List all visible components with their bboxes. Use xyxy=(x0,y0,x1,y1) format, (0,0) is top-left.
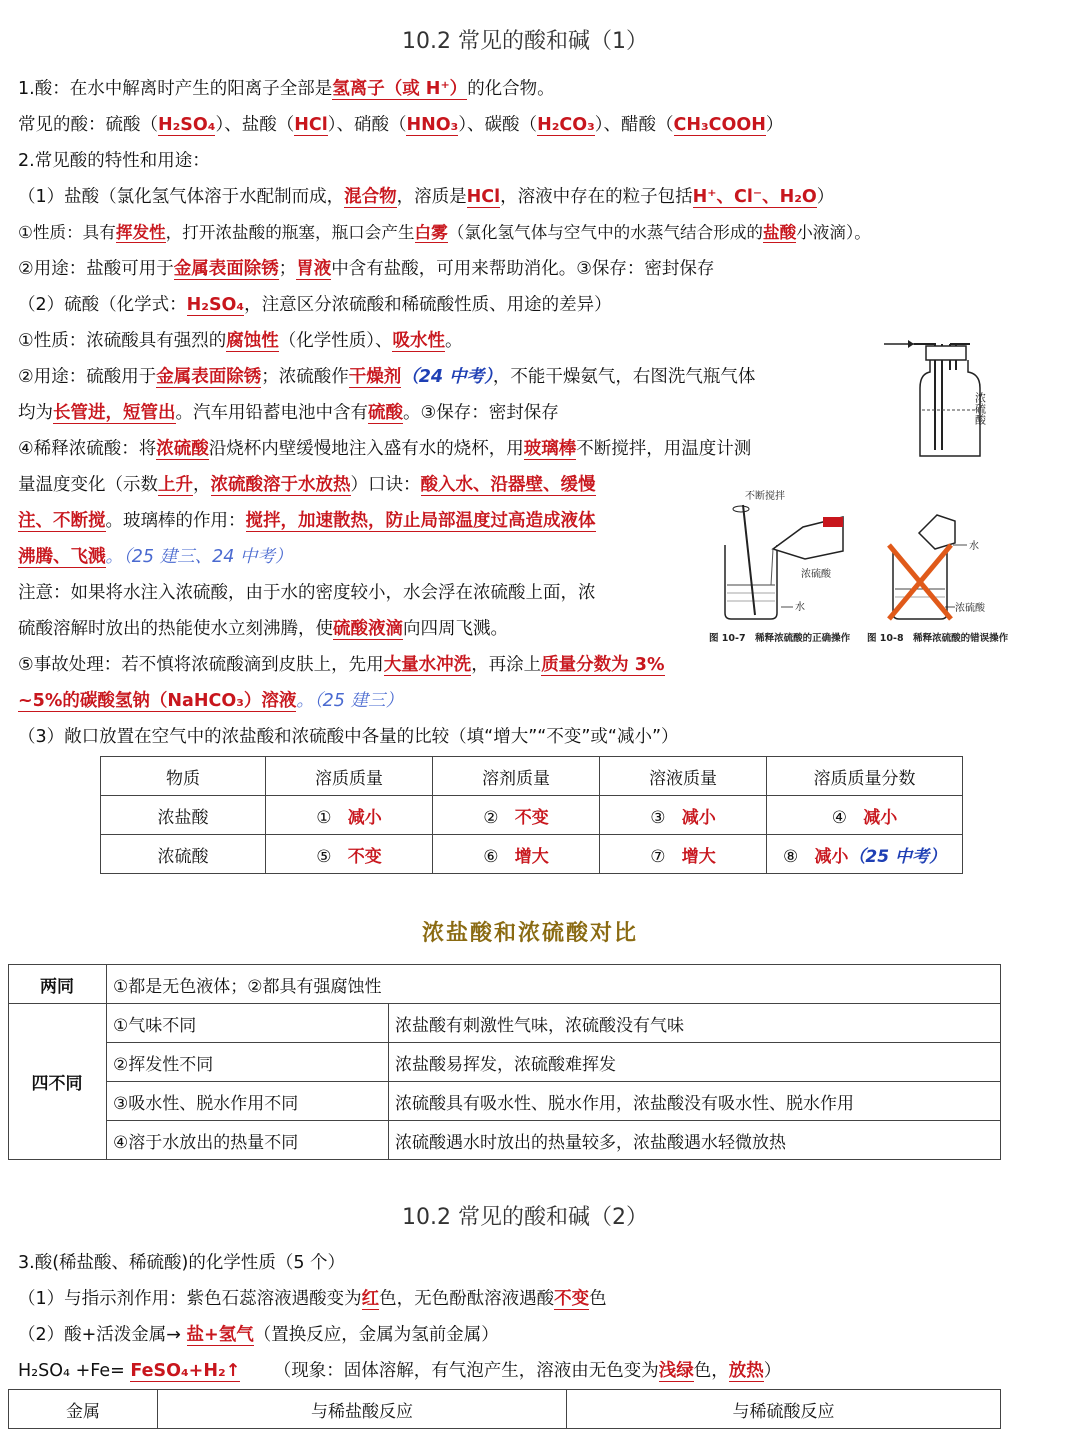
acid-definition xyxy=(18,76,555,102)
indicator-red: 红 xyxy=(361,1289,380,1309)
exam-tag: 。（25 建三、24 中考） xyxy=(105,547,293,567)
caption-wrong: 图 10-8 稀释浓硫酸的错误操作 xyxy=(867,633,1009,644)
t: 色， xyxy=(693,1361,729,1381)
rod-purpose: 搅拌，加速散热，防止局部温度过高造成液体 xyxy=(245,511,596,531)
caption-correct: 图 10-7 稀释浓硫酸的正确操作 xyxy=(709,633,851,644)
table-cell xyxy=(266,835,433,874)
cell-num: ⑤ xyxy=(316,846,332,867)
water-label-2: 水 xyxy=(969,541,979,552)
table-row xyxy=(9,1121,1001,1160)
metal-line xyxy=(18,1322,499,1348)
water-label: 水 xyxy=(795,602,805,613)
formula-hcl: HCl xyxy=(294,115,328,135)
page-title-2: 10.2 常见的酸和碱（2） xyxy=(402,1205,648,1230)
table-row xyxy=(9,1082,1001,1121)
table-cell: 浓盐酸有刺激性气味，浓硫酸没有气味 xyxy=(389,1004,1001,1043)
row-label: 四不同 xyxy=(9,1004,107,1160)
header-cell: 溶液质量 xyxy=(600,757,767,796)
table-cell xyxy=(600,796,767,835)
accident-1 xyxy=(18,652,665,678)
acid-label-2: 浓硫酸 xyxy=(955,603,985,614)
t: 均为 xyxy=(18,403,53,423)
hcl-solute: HCl xyxy=(466,187,501,207)
hcl-rust-removal: 金属表面除锈 xyxy=(173,259,279,279)
t: （化学性质）、 xyxy=(278,331,393,351)
table-cell: ①都是无色液体；②都具有强腐蚀性 xyxy=(107,965,1001,1004)
indicator-unchanged: 不变 xyxy=(554,1289,590,1309)
hcl-volatile: 挥发性 xyxy=(115,223,166,242)
dil-rise: 上升 xyxy=(158,475,193,495)
t: ，打开浓盐酸的瓶塞，瓶口会产生 xyxy=(165,223,415,242)
common-mid3: ）、碳酸（ xyxy=(458,115,538,135)
t: ） xyxy=(816,187,835,207)
cell-answer: 减小 xyxy=(814,846,849,867)
hcl-mixture: 混合物 xyxy=(344,187,397,207)
exam-tag: （25 中考） xyxy=(848,846,947,867)
section-3-heading: （3）敞口放置在空气中的浓盐酸和浓硫酸中各量的比较（填“增大”“不变”或“减小”） xyxy=(18,727,679,747)
rod-purpose-end: 沸腾、飞溅 xyxy=(18,547,106,567)
cell-num: ⑥ xyxy=(483,846,499,867)
row-label: 浓盐酸 xyxy=(101,796,266,835)
hcl-gastric: 胃液 xyxy=(296,259,332,279)
table-cell: 浓硫酸遇水时放出的热量较多，浓盐酸遇水轻微放热 xyxy=(389,1121,1001,1160)
equation-line xyxy=(18,1358,781,1384)
hcl-property xyxy=(18,220,871,246)
t: ， xyxy=(193,475,211,495)
t: ④稀释浓硫酸：将 xyxy=(18,439,157,459)
header-cell: 与稀硫酸反应 xyxy=(567,1390,1001,1429)
row-label: 浓硫酸 xyxy=(101,835,266,874)
def-text: 1.酸：在水中解离时产生的阳离子全部是 xyxy=(18,79,333,99)
t: ②用途：盐酸可用于 xyxy=(18,259,174,279)
cell-num: ② xyxy=(483,807,499,828)
indicator-line xyxy=(18,1286,607,1312)
table-cell xyxy=(433,796,600,835)
h2so4-property xyxy=(18,328,462,354)
dilution-1 xyxy=(18,436,751,462)
header-cell: 与稀盐酸反应 xyxy=(158,1390,567,1429)
h2so4-formula: H₂SO₄ xyxy=(186,295,245,315)
hcl-droplets: 盐酸 xyxy=(763,223,797,242)
header-cell: 物质 xyxy=(101,757,266,796)
t: 量温度变化（示数 xyxy=(18,475,158,495)
formula-hno3: HNO₃ xyxy=(406,115,459,135)
def-answer: 氢离子（或 H⁺） xyxy=(332,79,468,99)
hcl-white-mist: 白雾 xyxy=(414,223,448,242)
table-row xyxy=(101,796,963,835)
dilution-2 xyxy=(18,472,596,498)
header-cell: 金属 xyxy=(9,1390,158,1429)
page-title: 10.2 常见的酸和碱（1） xyxy=(402,29,648,54)
table-row xyxy=(9,1043,1001,1082)
t: 色，无色酚酞溶液遇酸 xyxy=(379,1289,555,1309)
long-in-short-out: 长管进，短管出 xyxy=(53,403,176,423)
exothermic: 放热 xyxy=(728,1361,764,1381)
t: 小液滴）。 xyxy=(796,223,871,242)
cell-answer: 减小 xyxy=(863,807,898,828)
cell-answer: 不变 xyxy=(514,807,549,828)
cell-answer: 增大 xyxy=(514,846,549,867)
cell-num: ⑧ xyxy=(782,846,799,867)
note-2 xyxy=(18,616,508,642)
table-cell xyxy=(266,796,433,835)
table-cell xyxy=(767,835,963,874)
battery-acid: 硫酸 xyxy=(368,403,403,423)
header-cell: 溶质质量 xyxy=(266,757,433,796)
t: ①性质：具有 xyxy=(18,223,116,242)
dilution-3 xyxy=(18,508,596,534)
h2so4-heading xyxy=(18,292,612,318)
table-cell xyxy=(600,835,767,874)
t: 硫酸溶解时放出的热能使水立刻沸腾，使 xyxy=(18,619,333,639)
exam-tag: 。（25 建三） xyxy=(296,691,403,711)
common-acids xyxy=(18,112,783,138)
acid-droplets: 硫酸液滴 xyxy=(333,619,403,639)
t: 。汽车用铅蓄电池中含有 xyxy=(175,403,368,423)
table-row xyxy=(9,965,1001,1004)
nahco3-solution: ~5%的碳酸氢钠（NaHCO₃）溶液 xyxy=(18,691,297,711)
section-2-heading: 2.常见酸的特性和用途： xyxy=(18,151,210,171)
stir-label: 不断搅拌 xyxy=(745,491,785,502)
h2so4-rust: 金属表面除锈 xyxy=(156,367,262,387)
flush-water: 大量水冲洗 xyxy=(383,655,472,675)
table-cell xyxy=(433,835,600,874)
hcl-use xyxy=(18,256,714,282)
dilution-4 xyxy=(18,544,292,570)
t: （2）酸+活泼金属→ xyxy=(18,1325,187,1345)
t: ） xyxy=(763,1361,782,1381)
formula-ch3cooh: CH₃COOH xyxy=(673,115,766,135)
table-cell: 浓硫酸具有吸水性、脱水作用，浓盐酸没有吸水性、脱水作用 xyxy=(389,1082,1001,1121)
t: （氯化氢气体与空气中的水蒸气结合形成的 xyxy=(447,223,764,242)
h2so4-use-2 xyxy=(18,400,559,426)
t: ，再涂上 xyxy=(471,655,542,675)
t: H₂SO₄ +Fe= xyxy=(18,1361,131,1381)
t: （置换反应，金属为氢前金属） xyxy=(253,1325,499,1345)
dil-acid: 浓硫酸 xyxy=(156,439,209,459)
salt-hydrogen: 盐+氢气 xyxy=(186,1325,254,1345)
h2so4-hygroscopic: 吸水性 xyxy=(392,331,445,351)
table-cell: ③吸水性、脱水作用不同 xyxy=(107,1082,389,1121)
header-cell: 溶质质量分数 xyxy=(767,757,963,796)
equation-product: FeSO₄+H₂↑ xyxy=(130,1361,241,1381)
common-mid1: ）、盐酸（ xyxy=(215,115,295,135)
compare-title: 浓盐酸和浓硫酸对比 xyxy=(421,920,638,946)
t: ⑤事故处理：若不慎将浓硫酸滴到皮肤上，先用 xyxy=(18,655,384,675)
t: （2）硫酸（化学式： xyxy=(18,295,187,315)
t: ，溶液中存在的粒子包括 xyxy=(500,187,693,207)
acid-label: 浓硫酸 xyxy=(801,569,831,580)
metal-reaction-table xyxy=(8,1389,1001,1429)
table-cell xyxy=(767,796,963,835)
table-cell: 浓盐酸易挥发，浓硫酸难挥发 xyxy=(389,1043,1001,1082)
t: ，不能干燥氨气，右图洗气瓶气体 xyxy=(492,367,756,387)
mass-fraction: 质量分数为 3% xyxy=(541,655,665,675)
common-end: ） xyxy=(765,115,784,135)
comparison-table xyxy=(100,756,963,874)
t: ②用途：硫酸用于 xyxy=(18,367,157,387)
cell-answer: 减小 xyxy=(347,807,382,828)
dil-exothermic: 浓硫酸溶于水放热 xyxy=(210,475,351,495)
table-header xyxy=(9,1390,1001,1429)
h2so4-use xyxy=(18,364,755,390)
table-cell: ②挥发性不同 xyxy=(107,1043,389,1082)
cell-num: ③ xyxy=(650,807,666,828)
hcl-heading xyxy=(18,184,834,210)
dil-rod: 玻璃棒 xyxy=(523,439,577,459)
dil-mnemonic: 酸入水、沿器壁、缓慢 xyxy=(420,475,596,495)
header-cell: 溶剂质量 xyxy=(433,757,600,796)
t: 。③保存：密封保存 xyxy=(403,403,559,423)
accident-2 xyxy=(18,688,403,714)
formula-h2so4: H₂SO₄ xyxy=(158,115,216,135)
cell-num: ④ xyxy=(831,807,848,828)
t: 中含有盐酸，可用来帮助消化。③保存：密封保存 xyxy=(331,259,715,279)
gas-washing-bottle-figure xyxy=(880,330,1000,470)
t: （1）盐酸（氯化氢气体溶于水配制而成， xyxy=(18,187,345,207)
t: 向四周飞溅。 xyxy=(403,619,508,639)
contrast-table xyxy=(8,964,1001,1160)
h2so4-corrosive: 腐蚀性 xyxy=(226,331,279,351)
t: 沿烧杯内壁缓慢地注入盛有水的烧杯，用 xyxy=(208,439,524,459)
bottle-label: 浓硫酸 xyxy=(973,392,987,425)
table-cell: ④溶于水放出的热量不同 xyxy=(107,1121,389,1160)
t: ，溶质是 xyxy=(396,187,467,207)
t: ； xyxy=(278,259,297,279)
formula-h2co3: H₂CO₃ xyxy=(537,115,595,135)
cell-answer: 不变 xyxy=(347,846,382,867)
table-row xyxy=(9,1004,1001,1043)
cell-answer: 增大 xyxy=(681,846,716,867)
table-header xyxy=(101,757,963,796)
t: 。玻璃棒的作用： xyxy=(105,511,246,531)
dilution-figures xyxy=(705,485,1010,653)
def-text-end: 的化合物。 xyxy=(467,79,555,99)
cell-answer: 减小 xyxy=(681,807,716,828)
t: ①性质：浓硫酸具有强烈的 xyxy=(18,331,227,351)
hcl-particles: H⁺、Cl⁻、H₂O xyxy=(692,187,817,207)
t: 不断搅拌，用温度计测 xyxy=(576,439,752,459)
t: ）口诀： xyxy=(350,475,421,495)
t: ；浓硫酸作 xyxy=(261,367,349,387)
t: 色 xyxy=(589,1289,607,1309)
chem-heading: 3.酸(稀盐酸、稀硫酸)的化学性质（5 个） xyxy=(18,1253,346,1273)
exam-tag: （24 中考） xyxy=(401,367,493,387)
row-label: 两同 xyxy=(9,965,107,1004)
common-lead: 常见的酸：硫酸（ xyxy=(18,115,158,135)
light-green: 浅绿 xyxy=(658,1361,694,1381)
cell-num: ① xyxy=(316,807,332,828)
t: （1）与指示剂作用：紫色石蕊溶液遇酸变为 xyxy=(18,1289,362,1309)
common-mid2: ）、硝酸（ xyxy=(327,115,407,135)
t: （现象：固体溶解，有气泡产生，溶液由无色变为 xyxy=(273,1361,659,1381)
t: ，注意区分浓硫酸和稀硫酸性质、用途的差异） xyxy=(244,295,612,315)
common-mid4: ）、醋酸（ xyxy=(594,115,674,135)
t: 。 xyxy=(444,331,463,351)
dil-mnemonic-end: 注、不断搅 xyxy=(18,511,106,531)
table-cell: ①气味不同 xyxy=(107,1004,389,1043)
note-1: 注意：如果将水注入浓硫酸，由于水的密度较小，水会浮在浓硫酸上面，浓 xyxy=(18,583,596,603)
h2so4-desiccant: 干燥剂 xyxy=(348,367,402,387)
table-row xyxy=(101,835,963,874)
cell-num: ⑦ xyxy=(650,846,666,867)
